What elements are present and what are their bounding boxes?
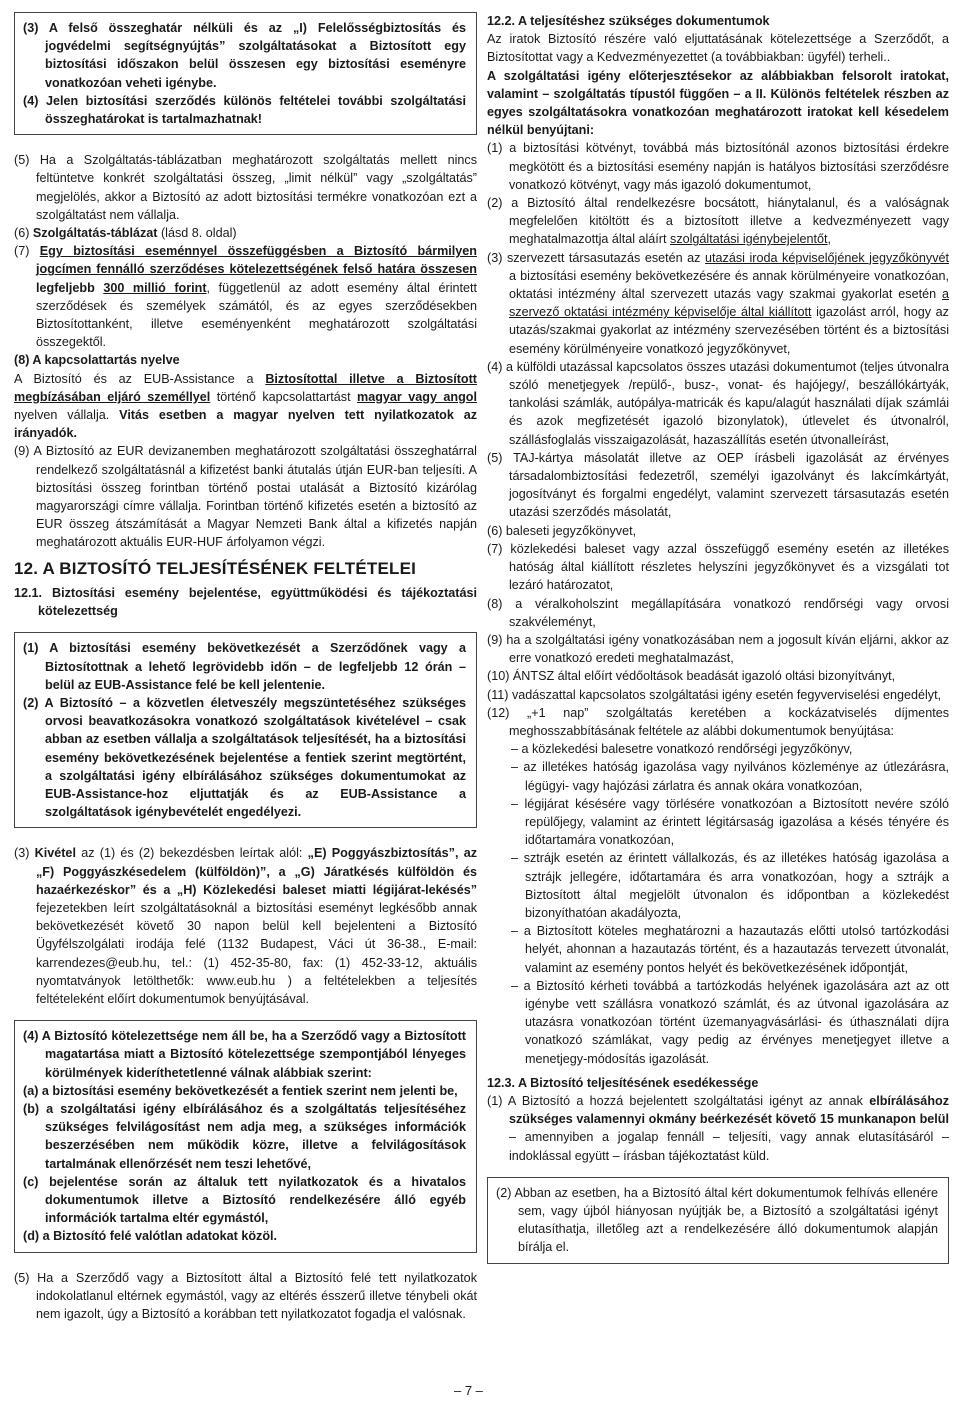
document-item-12: (12) „+1 nap” szolgáltatás keretében a kockázatviselés díjmentes meghosszabbításának feltétele az alábbi dokumentumok benyújtása:: [487, 705, 949, 738]
obligation-item-a: (a) a biztosítási esemény bekövetkezését a fentiek szerint nem jelenti be,: [23, 1083, 458, 1098]
document-item-11: (11) vadászattal kapcsolatos szolgáltatási igény esetén fegyverviselési engedélyt,: [487, 687, 942, 702]
document-item-7: (7) közlekedési baleset vagy azzal összefüggő esemény esetén az illetékes hatóság által kiállított részletes helyszíni jegyzőkönyvet és a vizsgálati tot lezáró határozatot,: [487, 541, 949, 593]
document-item-8: (8) a véralkoholszint megállapítására vonatkozó rendőrségi vagy orvosi szakvéleményt,: [487, 596, 949, 629]
due-paragraph-1: (1) A Biztosító a hozzá bejelentett szolgáltatási igényt az annak elbírálásához szükséges valamennyi okmány beérkezését követő 15 munkanapon belül – amennyiben a jogalap fennáll – teljesíti, vagy annak elutasításáról – indoklással együtt – írásban tájékoztatást küld.: [487, 1093, 949, 1163]
document-item-10: (10) ÁNTSZ által előírt védőoltások beadását igazoló oltási bizonyítványt,: [487, 669, 896, 684]
document-item-4: (4) a külföldi utazással kapcsolatos összes utazási dokumentumot (teljes útvonalra szóló menetjegyek /repülő-, busz-, vonat- és hajójegy/, beszállókártyák, tankolási számlák, autópálya-matricák és kapu/alagút használati díjak számlái és azok megfizetését igazoló bizonylatok), útlevelet és útvonalról, szállásfoglalás visszaigazolását, hazaszállítás esetén útvonalleírást,: [487, 359, 949, 447]
paragraph-7: (7) Egy biztosítási eseménnyel összefüggésben a Biztosító bármilyen jogcímen fennálló szerződéses kötelezettségének felső határa összesen legfeljebb 300 millió forint, függetlenül az adott esemény által érintett szerződések és személyek számától, és az egyes szerződésekben Biztosítottanként, illetve eseményenként meghatározott szolgáltatási összegektől.: [14, 244, 477, 350]
due-paragraph-2: (2) Abban az esetben, ha a Biztosító által kért dokumentumok felhívás ellenére sem, vagy újból hiányosan nyújtják be, a Biztosító a szolgáltatási igényt elutasíthatja, illetőleg azt a rendelkezésére álló dokumentumok alapján bírálja el.: [496, 1185, 938, 1255]
document-item-5: (5) TAJ-kártya másolatát illetve az OEP írásbeli igazolását az érvényes társadalombiztosítási fedezetről, személyi igazolványt és lakcímkártyát, jogosítványt és forgalmi engedélyt, valamint szervezett társasutazás esetén utazási szerződés másolatát,: [487, 450, 949, 520]
plus-one-day-item-3: – légijárat késésére vagy törlésére vonatkozóan a Biztosított nevére szóló repülőjegy, valamint az érintett légitársaság igazolása a késés tényére és időtartamára vonatkozóan,: [511, 796, 949, 848]
section-12-1-heading: 12.1. Biztosítási esemény bejelentése, együttműködési és tájékoztatási kötelezettség: [14, 585, 477, 619]
left-column: [14, 12, 477, 1323]
reporting-paragraph-3: (3) Kivétel az (1) és (2) bekezdésben leírtak alól: „E) Poggyászbiztosítás”, az „F) Poggyászkésedelem (külföldön)”, a „G) Járatkésés külföldön és hazaérkezéskor” és a „H) Közlekedési baleset miatti légijárat-lekésés” fejezetekben leírt szolgáltatásoknál a biztosítási eseményt legkésőbb annak bekövetkezését követő 30 napon belül kell bejelenteni a Biztosító Ügyfélszolgálati irodája felé (1132 Budapest, Váci út 36-38., E-mail: karrendezes@eub.hu, tel.: (1) 452-35-80, fax: (1) 452-33-12, aktuális nyomtatványok letölthetők: www.eub.hu ) a feltételekben a teljesítés feltételeként előírt dokumentumok benyújtásával.: [14, 846, 477, 1006]
page-number: – 7 –: [454, 1383, 483, 1398]
paragraph-4: (4) Jelen biztosítási szerződés különös feltételei további szolgáltatási összeghatárokat is tartalmazhatnak!: [23, 93, 466, 127]
reporting-paragraph-1: (1) A biztosítási esemény bekövetkezését a Szerződőnek vagy a Biztosítottnak a lehető legrövidebb időn – de legfeljebb 12 órán – belül az EUB-Assistance felé be kell jelentenie.: [23, 641, 466, 692]
plus-one-day-item-1: – a közlekedési balesetre vonatkozó rendőrségi jegyzőkönyv,: [511, 742, 853, 757]
documents-bold-intro: A szolgáltatási igény előterjesztésekor az alábbiakban felsorolt iratokat, valamint – szolgáltatás típustól függően – a II. Különös feltételek részben az egyes szolgáltatásokra vonatkozóan meghatározott iratokat kell késedelem nélkül benyújtani:: [487, 68, 949, 138]
notice-box-limits: [14, 12, 477, 135]
plus-one-day-item-2: – az illetékes hatóság igazolása vagy nyilvános közleménye az útlezárásra, légügyi- vagy hajózási zárlatra és annak okára vonatkozóan,: [511, 760, 949, 793]
obligation-intro: (4) A Biztosító kötelezettsége nem áll be, ha a Szerződő vagy a Biztosított magatartása miatt a Biztosító kötelezettsége szempontjából lényeges körülmények kideríthetetlenné válnak alábbiak szerint:: [23, 1029, 466, 1080]
section-12-3-heading: 12.3. A Biztosító teljesítésének esedékessége: [487, 1075, 759, 1090]
notice-box-rejection: [487, 1177, 949, 1264]
section-12-2-heading: 12.2. A teljesítéshez szükséges dokumentumok: [487, 14, 770, 28]
plus-one-day-item-6: – a Biztosító kérheti továbbá a tartózkodás helyének igazolására azt az ott igénybe vett szállásra vonatkozó számlát, és az útvonal igazolására az utazásra vonatkozóan történt üzemanyagvásárlási- és úthasználati díjra vonatkozó számlákat, vagy pedig az érvényes menetjegyet illetve a menetjegy-módosítás igazolását.: [511, 978, 949, 1066]
obligation-item-c: (c) bejelentése során az általuk tett nyilatkozatok és a hivatalos dokumentumok illetve a Biztosító rendelkezésére álló egyéb információk tartalma eltér egymástól,: [23, 1174, 466, 1226]
document-item-6: (6) baleseti jegyzőkönyvet,: [487, 523, 637, 538]
contact-language-title: (8) A kapcsolattartás nyelve: [14, 353, 180, 368]
obligation-item-d: (d) a Biztosító felé valótlan adatokat közöl.: [23, 1229, 278, 1244]
right-column: [487, 12, 949, 1268]
reporting-paragraph-5: (5) Ha a Szerződő vagy a Biztosított által a Biztosító felé tett nyilatkozatok indokolatlanul eltérnek egymástól, vagy az eltérés ésszerű illetve ténybeli okát nem igazolt, úgy a Biztosító a korábban tett nyilatkozatot fogadja el valósnak.: [14, 1270, 477, 1321]
contact-language-text: A Biztosító és az EUB-Assistance a Biztosítottal illetve a Biztosított megbízásában eljáró személlyel történő kapcsolattartást magyar vagy angol nyelven vállalja. Vitás esetben a magyar nyelven tett nyilatkozatok az irányadók.: [14, 371, 478, 441]
document-item-3: (3) szervezett társasutazás esetén az utazási iroda képviselőjének jegyzőkönyvét a biztosítási esemény bekövetkezésére és annak körülményeire vonatkozóan, oktatási intézmény által szervezett utazás vagy szakmai gyakorlat esetén a szervező oktatási intézmény képviselője által kiállított igazolást arról, hogy az utazás/szakmai gyakorlat az intézmény szervezésében történt és a biztosítási esemény körülményeire vonatkozó jegyzőkönyvet,: [487, 250, 949, 356]
plus-one-day-item-5: – a Biztosított köteles meghatározni a hazautazás előtti utolsó tartózkodási helyét, ahonnan a hazautazás történt, és a hazautazás tervezett útvonalát, valamint az esemény pontos helyét és bekövetkezésének időpontját,: [511, 924, 949, 975]
documents-intro: Az iratok Biztosító részére való eljuttatásának kötelezettsége a Szerződőt, a Biztosítottat vagy a Kedvezményezettet (a továbbiakban: ügyfél) terheli..: [487, 32, 949, 65]
document-item-2: (2) a Biztosító által rendelkezésre bocsátott, hiánytalanul, és a valóságnak megfelelően kitöltött és a biztosított illetve a kedvezményezett vagy meghatalmazottja által aláírt szolgáltatási igénybejelentőt,: [487, 196, 949, 247]
notice-box-reporting: [14, 632, 477, 828]
paragraph-5: (5) Ha a Szolgáltatás-táblázatban meghatározott szolgáltatás mellett nincs feltüntetve konkrét szolgáltatási összeg, „limit nélkül” vagy „szolgáltatás” megjelölés, akkor a Biztosító az adott biztosítási termékre vonatkozóan ezt a szolgáltatást nem vállalja.: [14, 153, 477, 222]
document-item-1: (1) a biztosítási kötvényt, továbbá más biztosítónál azonos biztosítási érdekre megkötött és a biztosítási esemény napján is hatályos biztosítási szerződésre vonatkozó kötvényt, vagy más igazoló dokumentumot,: [487, 141, 949, 192]
section-12-heading: 12. A BIZTOSÍTÓ TELJESÍTÉSÉNEK FELTÉTELEI: [14, 558, 417, 578]
obligation-item-b: (b) a szolgáltatási igény elbírálásához és a szolgáltatás teljesítéséhez szükséges felvilágosítást nem adja meg, a szükséges információk beszerzésében nem működik közre, illetve a felvilágosítások tartalmának ellenőrzését nem teszi lehetővé,: [23, 1101, 466, 1171]
service-table-ref: Szolgáltatás-táblázat: [32, 226, 158, 241]
paragraph-3: (3) A felső összeghatár nélküli és az „I) Felelősségbiztosítás és jogvédelmi segítségnyújtás” szolgáltatásokat a Biztosított egy biztosítási időszakon belül összesen egy biztosítási eseményre vonatkozóan veheti igénybe.: [23, 21, 466, 90]
paragraph-6: (6) Szolgáltatás-táblázat (lásd 8. oldal): [14, 226, 237, 241]
notice-box-obligation: [14, 1020, 477, 1252]
plus-one-day-item-4: – sztrájk esetén az érintett vállalkozás, és az illetékes hatóság igazolása a sztrájk jellegére, időtartamára és arra vonatkozóan, hogy a sztrájk a Biztosított által megjelölt útvonalon és időpontban a közlekedést bizonyíthatóan akadályozta,: [511, 851, 949, 920]
document-item-9: (9) ha a szolgáltatási igény vonatkozásában nem a jogosult kíván eljárni, akkor az erre vonatkozó eredeti meghatalmazást,: [487, 632, 949, 666]
reporting-paragraph-2: (2) A Biztosító – a közvetlen életveszély megszüntetéséhez szükséges orvosi beavatkozásokra vonatkozó szolgáltatások kivételével – csak abban az esetben vállalja a szolgáltatások teljesítését, ha a biztosítási esemény bekövetkezésének bejelentése a fentiek szerint megtörtént, a szolgáltatási igény elbírálásához szükséges dokumentumokat az EUB-Assistance-hoz eljuttatják és az EUB-Assistance a szolgáltatások igénybevételét engedélyezi.: [23, 695, 466, 820]
paragraph-9: (9) A Biztosító az EUR devizanemben meghatározott szolgáltatási összeghatárral rendelkező szolgáltatásnál a kifizetést banki átutalás útján EUR-ban teljesíti. A biztosítási összeg forintban történő postai utalását a Biztosító kizárólag magyarországi címre vállalja. Forintban történő kifizetés esetén a biztosító az EUR összeg átszámítását a Magyar Nemzeti Bank által a kifizetés napján meghatározott aktuális EUR-HUF árfolyamon végzi.: [14, 444, 477, 550]
